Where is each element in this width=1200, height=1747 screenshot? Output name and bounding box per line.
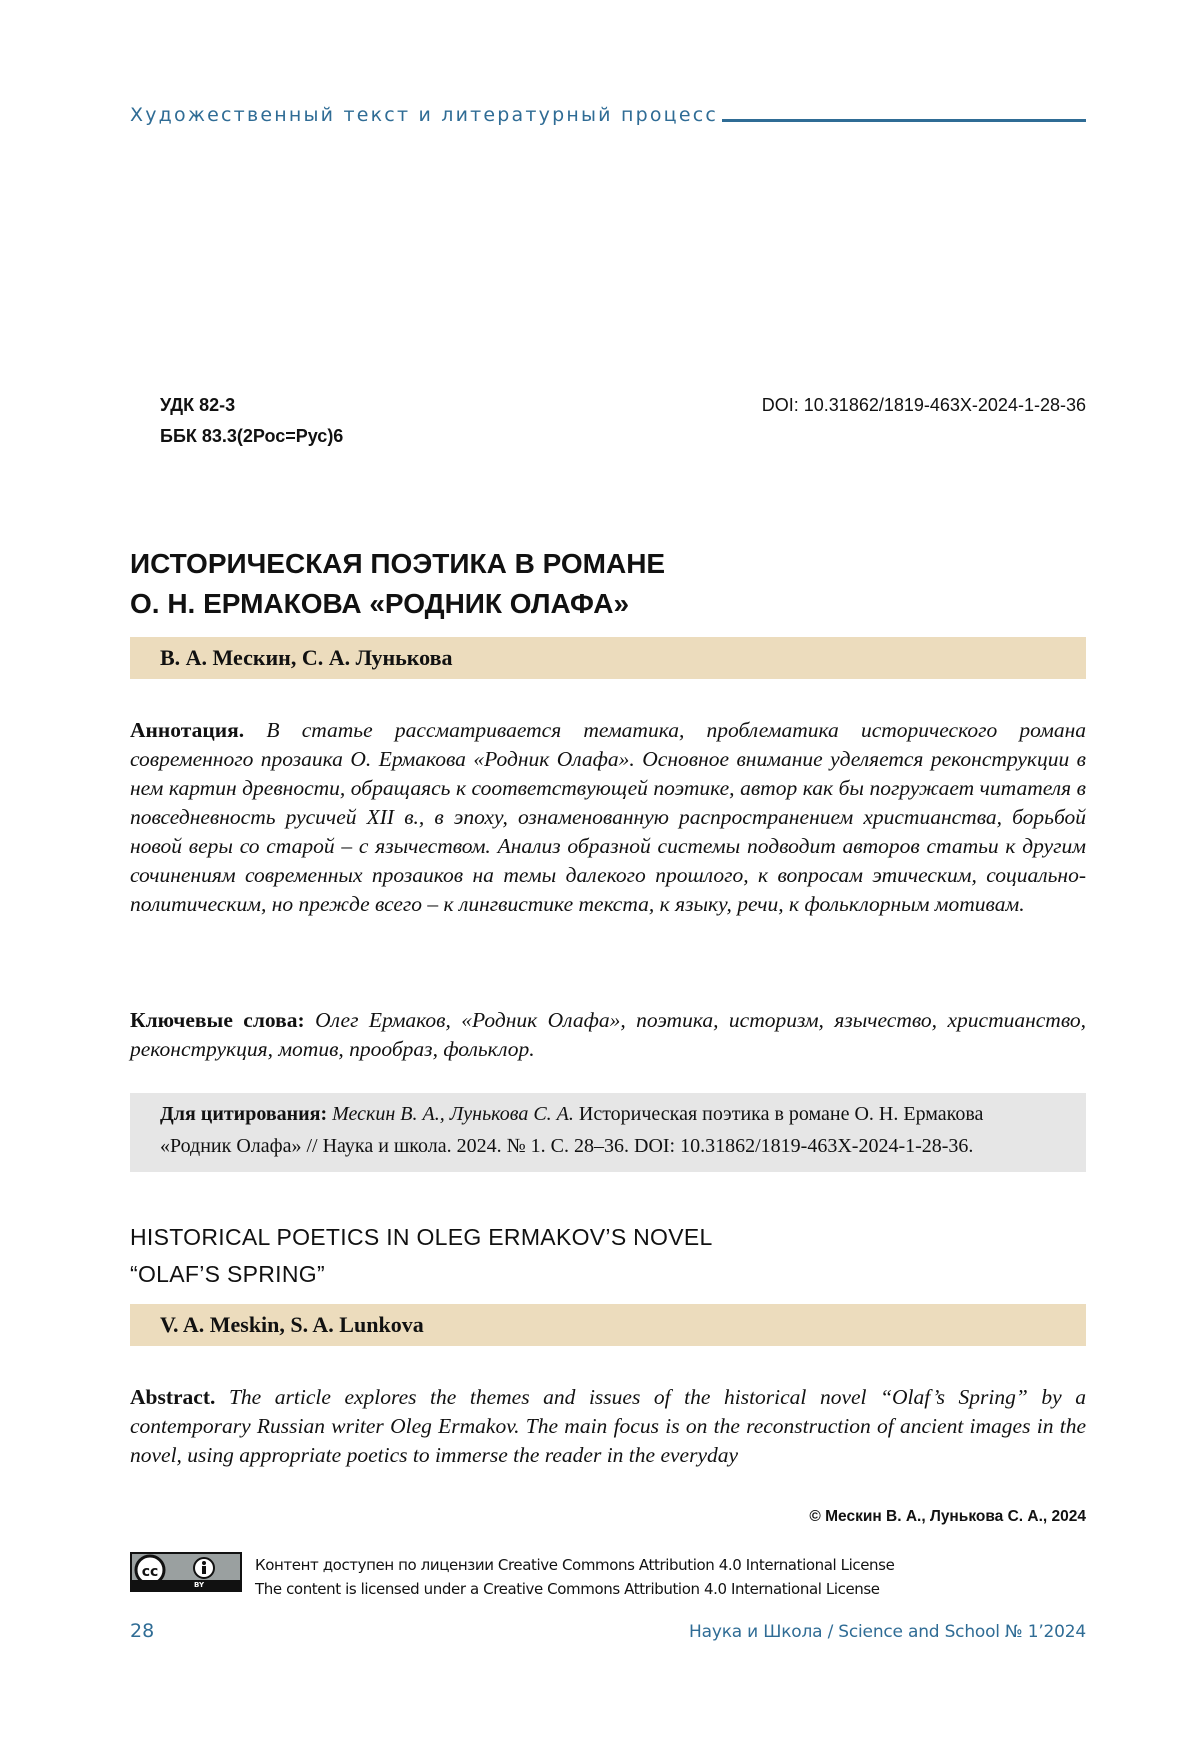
annotation-label: Аннотация. bbox=[130, 718, 245, 742]
license-en: The content is licensed under a Creative Commons Attribution 4.0 International License bbox=[255, 1580, 880, 1598]
abstract bbox=[130, 1383, 1086, 1470]
title-ru-line-2: О. Н. ЕРМАКОВА «РОДНИК ОЛАФА» bbox=[130, 588, 630, 619]
citation-label: Для цитирования: bbox=[160, 1103, 328, 1125]
udk-code: УДК 82-3 bbox=[160, 395, 236, 415]
running-head bbox=[130, 104, 1086, 126]
title-en-line-1: HISTORICAL POETICS IN OLEG ERMAKOV’S NOVEL bbox=[130, 1224, 713, 1250]
copyright: © Мескин В. А., Лунькова С. А., 2024 bbox=[809, 1508, 1086, 1525]
license-text bbox=[255, 1553, 894, 1601]
keywords bbox=[130, 1006, 1086, 1064]
page-number: 28 bbox=[130, 1620, 155, 1642]
section-title: Художественный текст и литературный процесс bbox=[130, 104, 718, 126]
classification-codes bbox=[160, 390, 343, 452]
authors-en: V. A. Meskin, S. A. Lunkova bbox=[130, 1304, 1086, 1346]
cc-by-license-icon[interactable] bbox=[130, 1552, 242, 1592]
keywords-text: Олег Ермаков, «Родник Олафа», поэтика, историзм, язычество, христианство, реконструкция, мотив, прообраз, фольклор. bbox=[130, 1008, 1087, 1061]
bbk-code: ББК 83.3(2Рос=Рус)6 bbox=[160, 426, 344, 446]
article-title-ru bbox=[130, 544, 1086, 624]
annotation bbox=[130, 716, 1086, 919]
abstract-label: Abstract. bbox=[130, 1385, 216, 1409]
citation-text: Историческая поэтика в романе О. Н. Ермакова «Родник Олафа» // Наука и школа. 2024. № 1. С. 28–36. DOI: 10.31862/1819-463X-2024-1-28-36. bbox=[160, 1103, 984, 1157]
cc-badge-bar bbox=[132, 1580, 240, 1590]
title-en-line-2: “OLAF’S SPRING” bbox=[130, 1261, 325, 1287]
citation-box bbox=[130, 1093, 1086, 1172]
abstract-text: The article explores the themes and issues of the historical novel “Olaf’s Spring” by a contemporary Russian writer Oleg Ermakov. The main focus is on the reconstruction of ancient images in the novel, using appropriate poetics to immerse the reader in the everyday bbox=[130, 1385, 1086, 1467]
keywords-label: Ключевые слова: bbox=[130, 1008, 305, 1032]
authors-ru: В. А. Мескин, С. А. Лунькова bbox=[130, 637, 1086, 679]
svg-text:cc: cc bbox=[141, 1564, 159, 1580]
doi: DOI: 10.31862/1819-463X-2024-1-28-36 bbox=[761, 395, 1086, 415]
header-rule bbox=[722, 119, 1086, 122]
license-ru: Контент доступен по лицензии Creative Commons Attribution 4.0 International License bbox=[255, 1556, 895, 1574]
citation-authors: Мескин В. А., Лунькова С. А. bbox=[332, 1103, 574, 1125]
article-title-en bbox=[130, 1219, 1086, 1293]
title-ru-line-1: ИСТОРИЧЕСКАЯ ПОЭТИКА В РОМАНЕ bbox=[130, 548, 666, 579]
journal-name: Наука и Школа / Science and School № 1’2024 bbox=[689, 1622, 1086, 1642]
cc-badge-by: BY bbox=[194, 1581, 205, 1589]
annotation-text: В статье рассматривается тематика, проблематика исторического романа современного прозаика О. Ермакова «Родник Олафа». Основное внимание уделяется реконструкции в нем картин древности, обращаясь к соответствующей поэтике, автор как бы погружает читателя в повседневность русичей XII в., в эпоху, ознаменованную распространением христианства, борьбой новой веры со старой – с язычеством. Анализ образной системы подводит авторов статьи к другим сочинениям современных прозаиков на темы далекого прошлого, к вопросам этическим, социально-политическим, но прежде всего – к лингвистике текста, к языку, речи, к фольклорным мотивам. bbox=[130, 718, 1086, 916]
